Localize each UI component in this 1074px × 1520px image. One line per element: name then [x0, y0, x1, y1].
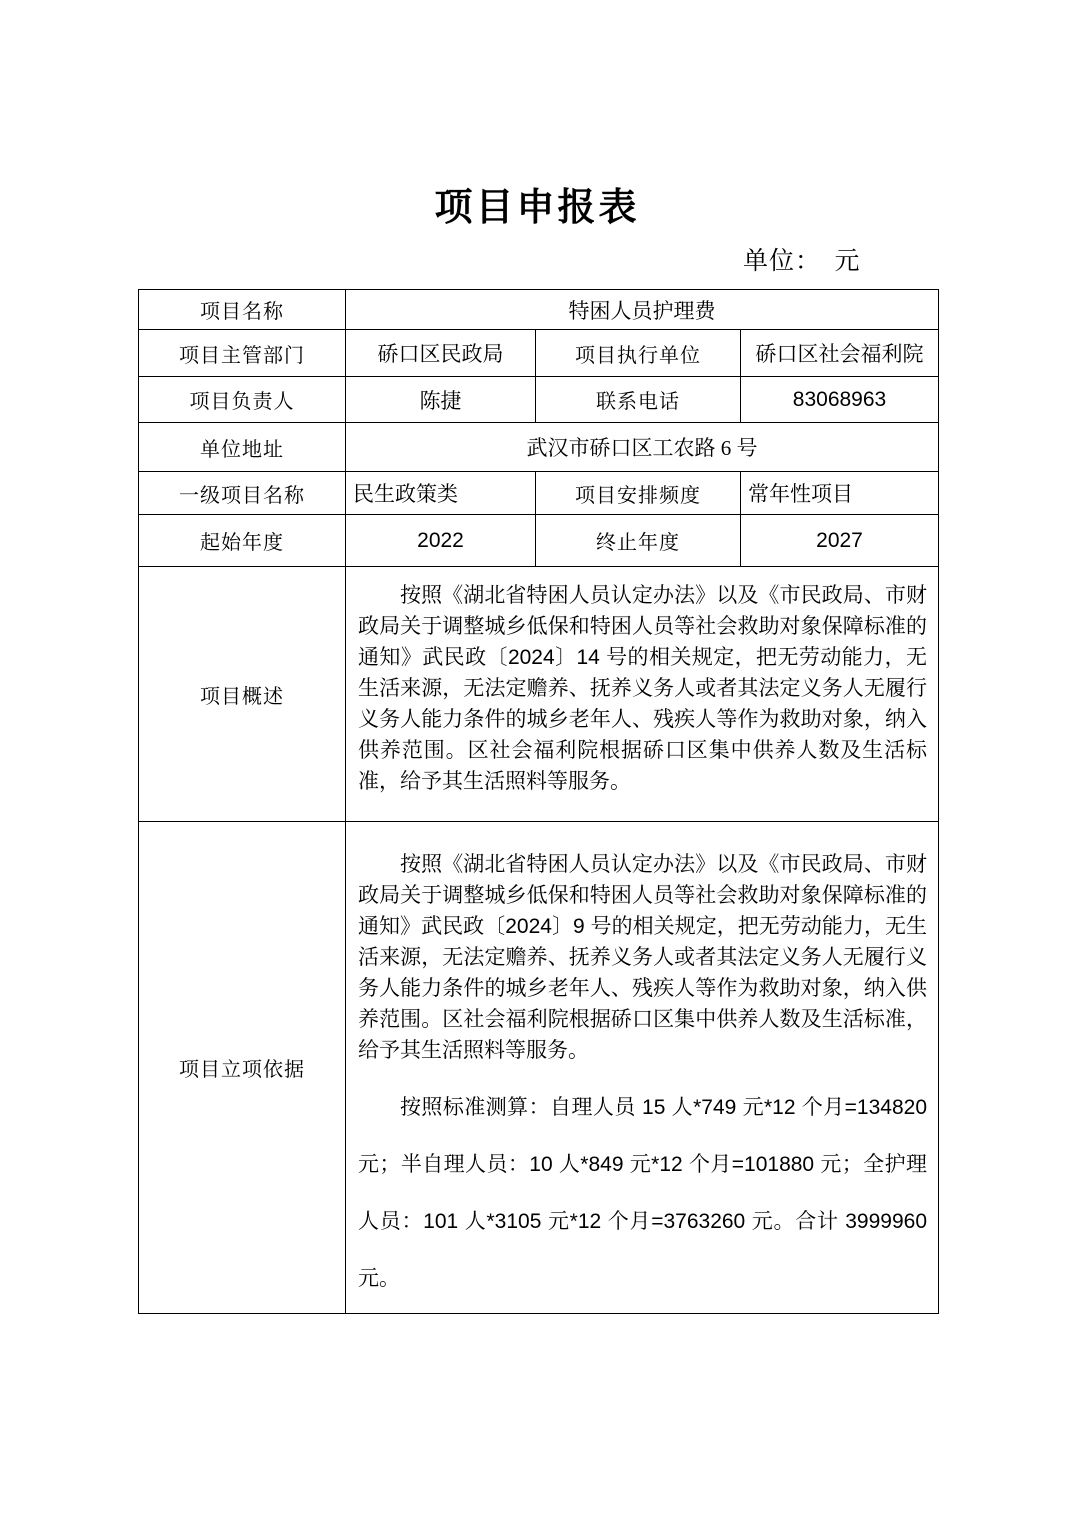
project-name-value: 特困人员护理费	[346, 290, 939, 330]
end-year-value: 2027	[741, 515, 939, 567]
phone-value: 83068963	[741, 377, 939, 423]
phone-label: 联系电话	[536, 377, 741, 423]
overview-label: 项目概述	[139, 567, 346, 822]
project-name-label: 项目名称	[139, 290, 346, 330]
leader-label: 项目负责人	[139, 377, 346, 423]
start-year-label: 起始年度	[139, 515, 346, 567]
level1-name-label: 一级项目名称	[139, 472, 346, 515]
end-year-label: 终止年度	[536, 515, 741, 567]
executing-unit-label: 项目执行单位	[536, 330, 741, 377]
overview-cell	[346, 567, 939, 822]
executing-unit-value: 硚口区社会福利院	[741, 330, 939, 377]
row-overview	[139, 567, 939, 822]
address-value: 武汉市硚口区工农路 6 号	[346, 423, 939, 472]
start-year-value: 2022	[346, 515, 536, 567]
address-label: 单位地址	[139, 423, 346, 472]
page-title: 项目申报表	[434, 187, 640, 229]
unit-label: 单位： 元	[743, 248, 861, 275]
supervisor-dept-label: 项目主管部门	[139, 330, 346, 377]
row-category-frequency	[139, 472, 939, 515]
level1-name-value: 民生政策类	[346, 472, 536, 515]
basis-paragraph-2: 按照标准测算：自理人员 15 人*749 元*12 个月=134820 元；半自理人员：10 人*849 元*12 个月=101880 元；全护理人员：101 人*3105 元*12 个月=3763260 元。合计 3999960 元。	[358, 1096, 928, 1290]
row-address	[139, 423, 939, 472]
row-leader-phone	[139, 377, 939, 423]
basis-label: 项目立项依据	[139, 822, 346, 1314]
frequency-value: 常年性项目	[741, 472, 939, 515]
frequency-label: 项目安排频度	[536, 472, 741, 515]
row-departments	[139, 330, 939, 377]
application-form-table	[138, 289, 939, 1314]
row-project-name	[139, 290, 939, 330]
supervisor-dept-value: 硚口区民政局	[346, 330, 536, 377]
row-years	[139, 515, 939, 567]
basis-cell	[346, 822, 939, 1314]
basis-paragraph-1: 按照《湖北省特困人员认定办法》以及《市民政局、市财政局关于调整城乡低保和特困人员等社会救助对象保障标准的通知》武民政〔2024〕9 号的相关规定，把无劳动能力，无生活来源，无法定赡养、抚养义务人或者其法定义务人无履行义务人能力条件的城乡老年人、残疾人等作为救助对象，纳入供养范围。区社会福利院根据硚口区集中供养人数及生活标准，给予其生活照料等服务。	[358, 853, 928, 1062]
row-basis	[139, 822, 939, 1314]
leader-value: 陈捷	[346, 377, 536, 423]
overview-paragraph: 按照《湖北省特困人员认定办法》以及《市民政局、市财政局关于调整城乡低保和特困人员等社会救助对象保障标准的通知》武民政〔2024〕14 号的相关规定，把无劳动能力，无生活来源，无法定赡养、抚养义务人或者其法定义务人无履行义务人能力条件的城乡老年人、残疾人等作为救助对象，纳入供养范围。区社会福利院根据硚口区集中供养人数及生活标准，给予其生活照料等服务。	[358, 584, 928, 793]
